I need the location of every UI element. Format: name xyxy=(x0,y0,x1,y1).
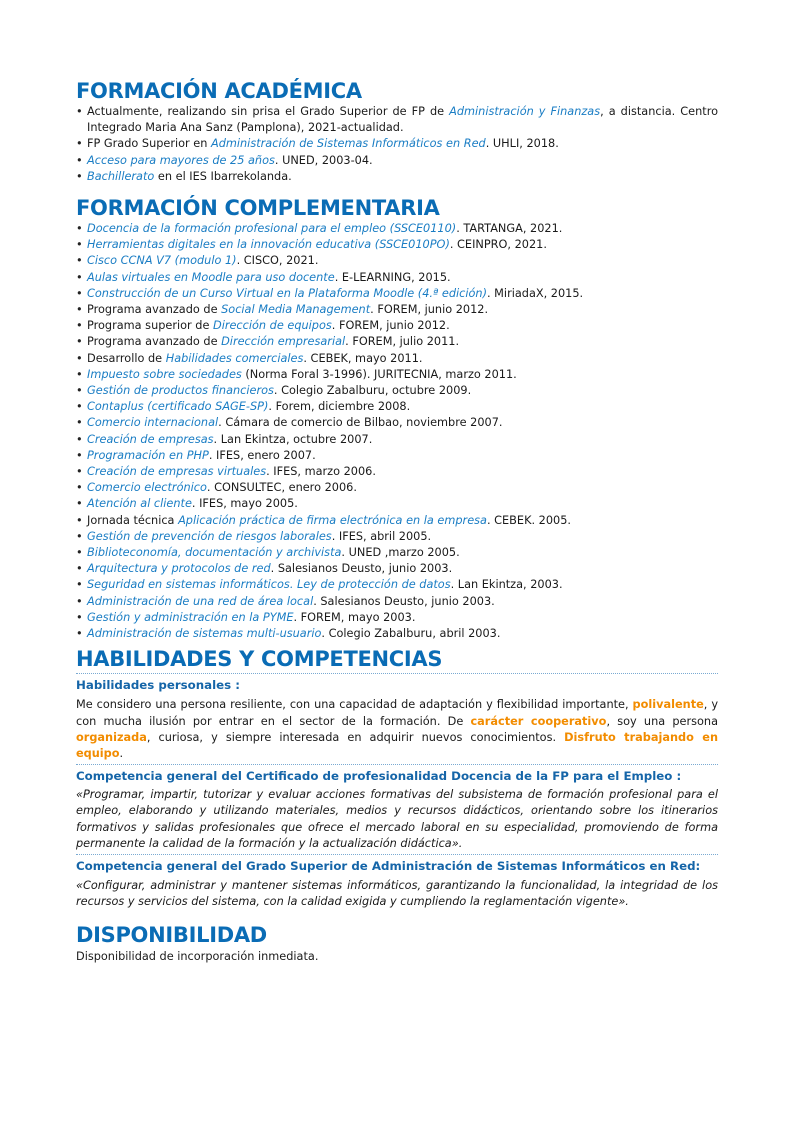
plain-text: . Lan Ekintza, 2003. xyxy=(450,578,563,592)
list-item xyxy=(76,577,718,593)
plain-text: Desarrollo de xyxy=(87,351,166,365)
competencia-docencia-title: Competencia general del Certificado de profesionalidad Docencia de la FP para el Empleo : xyxy=(76,769,682,784)
plain-text: Actualmente, realizando sin prisa el Grado Superior de FP de xyxy=(87,105,450,118)
plain-text: . CISCO, 2021. xyxy=(236,254,319,268)
plain-text: Programa avanzado de xyxy=(87,303,222,317)
plain-text: . UNED, 2003-04. xyxy=(274,153,373,167)
plain-text: . IFES, abril 2005. xyxy=(331,529,432,543)
plain-text: Programa avanzado de xyxy=(87,335,222,349)
formacion-academica-list xyxy=(76,104,718,185)
cv-page xyxy=(76,78,718,966)
plain-text: . Salesianos Deusto, junio 2003. xyxy=(313,594,495,608)
highlight-text: organizada xyxy=(76,730,147,744)
list-item xyxy=(76,270,718,286)
list-item xyxy=(76,153,718,169)
plain-text: . FOREM, junio 2012. xyxy=(370,303,489,317)
list-item xyxy=(76,351,718,367)
course-name: Creación de empresas virtuales xyxy=(87,465,267,479)
plain-text: Programa superior de xyxy=(87,319,213,333)
course-name: Dirección empresarial xyxy=(221,335,346,349)
list-item xyxy=(76,399,718,415)
plain-text: . FOREM, julio 2011. xyxy=(345,335,460,349)
plain-text: FP Grado Superior en xyxy=(87,137,211,151)
list-item xyxy=(76,136,718,152)
plain-text: . CEBEK. 2005. xyxy=(486,513,571,527)
list-item xyxy=(76,448,718,464)
plain-text: . UHLI, 2018. xyxy=(485,137,559,151)
course-name: Administración y Finanzas xyxy=(449,105,601,118)
list-item xyxy=(76,432,718,448)
course-name: Aplicación práctica de firma electrónica en la empresa xyxy=(178,513,487,527)
list-item xyxy=(76,237,718,253)
plain-text: , a distancia. Centro Integrado Maria Ana Sanz (Pamplona), 2021-actualidad. xyxy=(87,105,719,135)
list-item xyxy=(76,367,718,383)
course-name: Bachillerato xyxy=(87,169,155,183)
course-name: Comercio internacional xyxy=(87,416,219,430)
competencia-asir-title: Competencia general del Grado Superior de Administración de Sistemas Informáticos en Red: xyxy=(76,858,701,873)
plain-text: Me considero una persona resiliente, con una capacidad de adaptación y flexibilidad importante, xyxy=(76,698,633,712)
divider xyxy=(76,764,718,765)
course-name: Contaplus (certificado SAGE-SP) xyxy=(87,400,269,414)
plain-text: . Cámara de comercio de Bilbao, noviembre 2007. xyxy=(218,416,503,430)
course-name: Administración de sistemas multi-usuario xyxy=(87,627,322,641)
plain-text: . CEINPRO, 2021. xyxy=(449,238,547,252)
plain-text: , y con mucha ilusión por entrar en el sector de la formación. De xyxy=(76,698,719,728)
plain-text: . xyxy=(119,746,124,760)
section-title-habilidades: HABILIDADES Y COMPETENCIAS xyxy=(76,647,443,672)
plain-text: . MiriadaX, 2015. xyxy=(487,286,584,300)
list-item xyxy=(76,169,718,185)
course-name: Administración de Sistemas Informáticos en Red xyxy=(210,137,486,151)
plain-text: . Lan Ekintza, octubre 2007. xyxy=(213,432,373,446)
list-item xyxy=(76,561,718,577)
list-item xyxy=(76,464,718,480)
plain-text: en el IES Ibarrekolanda. xyxy=(154,169,292,183)
course-name: Docencia de la formación profesional para el empleo (SSCE0110) xyxy=(87,222,457,236)
habilidades-personales-text xyxy=(76,697,718,762)
list-item xyxy=(76,318,718,334)
divider xyxy=(76,854,718,855)
list-item xyxy=(76,253,718,269)
plain-text: . IFES, mayo 2005. xyxy=(191,497,298,511)
course-name: Gestión de productos financieros xyxy=(87,384,274,398)
plain-text: (Norma Foral 3-1996). JURITECNIA, marzo 2011. xyxy=(241,367,517,381)
section-title-formacion-complementaria: FORMACIÓN COMPLEMENTARIA xyxy=(76,196,440,221)
course-name: Social Media Management xyxy=(221,303,371,317)
highlight-text: polivalente xyxy=(632,698,704,712)
course-name: Impuesto sobre sociedades xyxy=(87,367,242,381)
plain-text: Jornada técnica xyxy=(87,513,179,527)
highlight-text: carácter cooperativo xyxy=(470,714,607,728)
plain-text: . FOREM, junio 2012. xyxy=(331,319,450,333)
plain-text: . IFES, marzo 2006. xyxy=(266,465,376,479)
plain-text: . Colegio Zabalburu, abril 2003. xyxy=(321,627,501,641)
course-name: Gestión y administración en la PYME xyxy=(87,610,294,624)
plain-text: . CEBEK, mayo 2011. xyxy=(303,351,423,365)
plain-text: . Salesianos Deusto, junio 2003. xyxy=(270,562,453,576)
plain-text: . FOREM, mayo 2003. xyxy=(293,610,416,624)
habilidades-personales-title: Habilidades personales : xyxy=(76,678,241,693)
list-item xyxy=(76,415,718,431)
course-name: Comercio electrónico xyxy=(87,481,207,495)
list-item xyxy=(76,594,718,610)
divider xyxy=(76,673,718,674)
list-item xyxy=(76,545,718,561)
section-title-disponibilidad: DISPONIBILIDAD xyxy=(76,923,267,948)
course-name: Seguridad en sistemas informáticos. Ley de protección de datos xyxy=(87,578,451,592)
plain-text: , soy una persona xyxy=(606,714,718,728)
plain-text: . Colegio Zabalburu, octubre 2009. xyxy=(273,384,472,398)
list-item xyxy=(76,513,718,529)
list-item xyxy=(76,529,718,545)
competencia-asir-text: «Configurar, administrar y mantener sistemas informáticos, garantizando la funcionalidad, la integridad de los recursos y servicios del sistema, con la calidad exigida y cumpliendo la reglamentación vigente». xyxy=(76,878,718,909)
list-item xyxy=(76,104,718,136)
list-item xyxy=(76,221,718,237)
section-title-formacion-academica: FORMACIÓN ACADÉMICA xyxy=(76,79,362,103)
list-item xyxy=(76,480,718,496)
plain-text: . UNED ,marzo 2005. xyxy=(341,546,460,560)
plain-text: , curiosa, y siempre interesada en adquirir nuevos conocimientos. xyxy=(146,730,565,744)
course-name: Programación en PHP xyxy=(87,448,209,462)
competencia-docencia-text: «Programar, impartir, tutorizar y evaluar acciones formativas del subsistema de formación profesional para el empleo, elaborando y utilizando materiales, medios y recursos didácticos, orientando sobre los itinerarios formativos y salidas profesionales que ofrece el mercado laboral en su especialidad, promoviendo de forma permanente la calidad de la formación y la actualización didáctica». xyxy=(76,788,718,850)
list-item xyxy=(76,610,718,626)
disponibilidad-text: Disponibilidad de incorporación inmediata. xyxy=(76,950,319,964)
formacion-complementaria-list xyxy=(76,221,718,642)
course-name: Aulas virtuales en Moodle para uso docente xyxy=(87,270,335,284)
plain-text: . E-LEARNING, 2015. xyxy=(334,270,451,284)
course-name: Administración de una red de área local xyxy=(87,594,314,608)
course-name: Construcción de un Curso Virtual en la Plataforma Moodle (4.ª edición) xyxy=(87,286,487,300)
list-item xyxy=(76,286,718,302)
course-name: Dirección de equipos xyxy=(213,319,332,333)
course-name: Arquitectura y protocolos de red xyxy=(87,562,271,576)
plain-text: . Forem, diciembre 2008. xyxy=(268,400,411,414)
plain-text: . CONSULTEC, enero 2006. xyxy=(206,481,357,495)
course-name: Creación de empresas xyxy=(87,432,214,446)
course-name: Cisco CCNA V7 (modulo 1) xyxy=(87,254,237,268)
plain-text: . TARTANGA, 2021. xyxy=(456,222,563,236)
course-name: Herramientas digitales en la innovación educativa (SSCE010PO) xyxy=(87,238,450,252)
highlight-text: Disfruto trabajando en equipo xyxy=(76,730,718,760)
list-item xyxy=(76,383,718,399)
plain-text: . IFES, enero 2007. xyxy=(208,448,316,462)
course-name: Gestión de prevención de riesgos laborales xyxy=(87,529,332,543)
list-item xyxy=(76,334,718,350)
course-name: Habilidades comerciales xyxy=(165,351,304,365)
list-item xyxy=(76,496,718,512)
list-item xyxy=(76,626,718,642)
list-item xyxy=(76,302,718,318)
course-name: Acceso para mayores de 25 años xyxy=(87,153,275,167)
course-name: Biblioteconomía, documentación y archivista xyxy=(87,546,342,560)
course-name: Atención al cliente xyxy=(87,497,192,511)
